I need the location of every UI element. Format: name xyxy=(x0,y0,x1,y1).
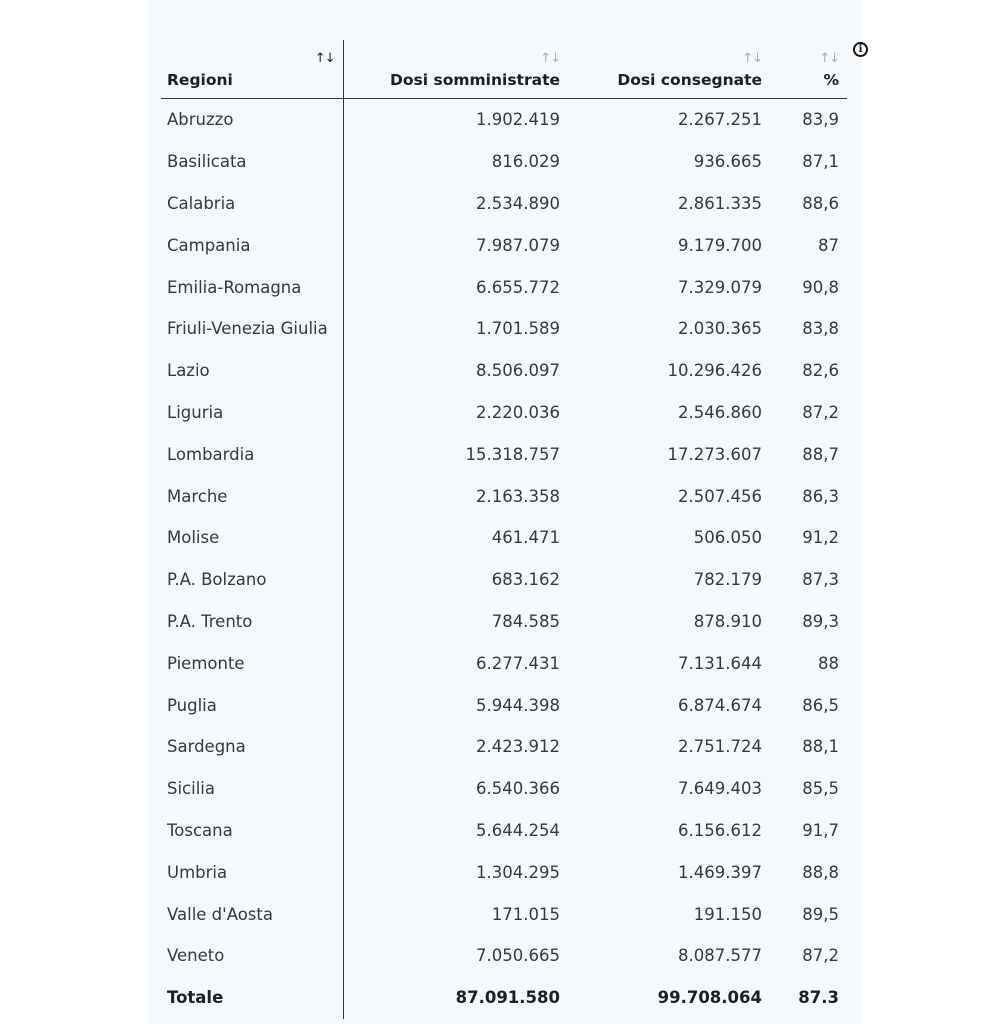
cell-administered: 7.050.665 xyxy=(476,946,560,966)
table-row xyxy=(161,851,847,893)
cell-delivered: 2.751.724 xyxy=(678,737,762,757)
cell-delivered: 2.546.860 xyxy=(678,402,762,422)
table-body xyxy=(161,99,847,1019)
cell-percent: 91,2 xyxy=(802,528,839,548)
cell-administered: 816.029 xyxy=(491,152,560,172)
table-row xyxy=(161,893,847,935)
table-total-row xyxy=(161,977,847,1019)
cell-percent: 86,3 xyxy=(802,486,839,506)
table-row xyxy=(161,99,847,141)
cell-delivered: 7.329.079 xyxy=(678,277,762,297)
cell-percent: 88,8 xyxy=(802,862,839,882)
vaccine-doses-table-container xyxy=(161,40,861,1019)
cell-region: Piemonte xyxy=(161,642,343,684)
table-row xyxy=(161,475,847,517)
cell-percent: 88,7 xyxy=(802,444,839,464)
cell-administered: 1.701.589 xyxy=(476,319,560,339)
cell-region: Lazio xyxy=(161,350,343,392)
cell-administered: 461.471 xyxy=(491,528,560,548)
cell-region: Molise xyxy=(161,517,343,559)
cell-administered: 2.423.912 xyxy=(476,737,560,757)
total-administered: 87.091.580 xyxy=(455,988,560,1008)
cell-administered: 784.585 xyxy=(491,611,560,631)
table-row xyxy=(161,601,847,643)
cell-region: Campania xyxy=(161,224,343,266)
cell-administered: 1.304.295 xyxy=(476,862,560,882)
cell-percent: 89,3 xyxy=(802,611,839,631)
cell-administered: 2.534.890 xyxy=(476,193,560,213)
cell-delivered: 7.131.644 xyxy=(678,653,762,673)
cell-percent: 86,5 xyxy=(802,695,839,715)
vaccine-doses-table xyxy=(161,40,847,1019)
cell-delivered: 878.910 xyxy=(693,611,762,631)
cell-delivered: 8.087.577 xyxy=(678,946,762,966)
cell-administered: 8.506.097 xyxy=(476,361,560,381)
table-row xyxy=(161,141,847,183)
cell-delivered: 1.469.397 xyxy=(678,862,762,882)
column-header-region[interactable] xyxy=(161,40,343,99)
cell-region: Lombardia xyxy=(161,433,343,475)
cell-delivered: 9.179.700 xyxy=(678,235,762,255)
cell-region: Valle d'Aosta xyxy=(161,893,343,935)
table-row xyxy=(161,433,847,475)
sort-icon[interactable]: ↑↓ xyxy=(819,51,839,66)
table-row xyxy=(161,935,847,977)
sort-icon[interactable]: ↑↓ xyxy=(742,51,762,66)
cell-delivered: 191.150 xyxy=(693,904,762,924)
cell-percent: 88,6 xyxy=(802,193,839,213)
table-row xyxy=(161,810,847,852)
column-header-label: Dosi consegnate xyxy=(617,71,762,89)
table-row xyxy=(161,642,847,684)
cell-delivered: 17.273.607 xyxy=(667,444,762,464)
column-header-label: % xyxy=(823,71,839,89)
cell-delivered: 2.030.365 xyxy=(678,319,762,339)
cell-region: Sicilia xyxy=(161,768,343,810)
cell-percent: 88 xyxy=(818,653,839,673)
cell-administered: 5.944.398 xyxy=(476,695,560,715)
table-row xyxy=(161,183,847,225)
cell-delivered: 2.507.456 xyxy=(678,486,762,506)
table-row xyxy=(161,392,847,434)
cell-administered: 6.540.366 xyxy=(476,779,560,799)
cell-percent: 91,7 xyxy=(802,820,839,840)
cell-region: Emilia-Romagna xyxy=(161,266,343,308)
cell-administered: 6.655.772 xyxy=(476,277,560,297)
table-row xyxy=(161,726,847,768)
cell-percent: 82,6 xyxy=(802,361,839,381)
table-row xyxy=(161,768,847,810)
cell-delivered: 2.861.335 xyxy=(678,193,762,213)
cell-region: Friuli-Venezia Giulia xyxy=(161,308,343,350)
table-row xyxy=(161,308,847,350)
cell-region: Umbria xyxy=(161,851,343,893)
total-percent: 87.3 xyxy=(798,988,839,1008)
cell-region: Marche xyxy=(161,475,343,517)
table-row xyxy=(161,559,847,601)
info-icon[interactable]: i xyxy=(853,42,868,57)
cell-percent: 83,9 xyxy=(802,110,839,130)
cell-percent: 87,2 xyxy=(802,402,839,422)
cell-delivered: 782.179 xyxy=(693,570,762,590)
total-label: Totale xyxy=(161,977,343,1019)
table-header-row xyxy=(161,40,847,99)
cell-percent: 87,1 xyxy=(802,152,839,172)
cell-delivered: 10.296.426 xyxy=(667,361,762,381)
cell-percent: 90,8 xyxy=(802,277,839,297)
sort-icon[interactable]: ↑↓ xyxy=(540,51,560,66)
cell-region: Sardegna xyxy=(161,726,343,768)
cell-percent: 88,1 xyxy=(802,737,839,757)
cell-region: Abruzzo xyxy=(161,99,343,141)
cell-delivered: 6.156.612 xyxy=(678,820,762,840)
cell-percent: 87,2 xyxy=(802,946,839,966)
cell-administered: 6.277.431 xyxy=(476,653,560,673)
cell-percent: 85,5 xyxy=(802,779,839,799)
cell-percent: 83,8 xyxy=(802,319,839,339)
cell-region: Calabria xyxy=(161,183,343,225)
cell-administered: 2.220.036 xyxy=(476,402,560,422)
cell-percent: 87 xyxy=(818,235,839,255)
table-row xyxy=(161,224,847,266)
cell-region: Puglia xyxy=(161,684,343,726)
sort-icon[interactable]: ↑↓ xyxy=(314,51,335,66)
cell-administered: 2.163.358 xyxy=(476,486,560,506)
column-header-administered[interactable] xyxy=(343,40,568,99)
column-header-percent[interactable] xyxy=(770,40,847,99)
table-row xyxy=(161,517,847,559)
cell-region: Toscana xyxy=(161,810,343,852)
table-row xyxy=(161,350,847,392)
column-header-label: Regioni xyxy=(167,71,233,89)
cell-administered: 1.902.419 xyxy=(476,110,560,130)
cell-delivered: 6.874.674 xyxy=(678,695,762,715)
cell-administered: 171.015 xyxy=(491,904,560,924)
cell-delivered: 506.050 xyxy=(693,528,762,548)
cell-delivered: 2.267.251 xyxy=(678,110,762,130)
cell-region: Basilicata xyxy=(161,141,343,183)
table-row xyxy=(161,684,847,726)
cell-region: P.A. Bolzano xyxy=(161,559,343,601)
column-header-delivered[interactable] xyxy=(568,40,770,99)
cell-percent: 89,5 xyxy=(802,904,839,924)
cell-percent: 87,3 xyxy=(802,570,839,590)
total-delivered: 99.708.064 xyxy=(657,988,762,1008)
cell-delivered: 936.665 xyxy=(693,152,762,172)
cell-administered: 7.987.079 xyxy=(476,235,560,255)
cell-delivered: 7.649.403 xyxy=(678,779,762,799)
cell-region: Liguria xyxy=(161,392,343,434)
cell-region: Veneto xyxy=(161,935,343,977)
cell-administered: 5.644.254 xyxy=(476,820,560,840)
cell-administered: 15.318.757 xyxy=(465,444,560,464)
cell-region: P.A. Trento xyxy=(161,601,343,643)
cell-administered: 683.162 xyxy=(491,570,560,590)
table-row xyxy=(161,266,847,308)
column-header-label: Dosi somministrate xyxy=(390,71,560,89)
